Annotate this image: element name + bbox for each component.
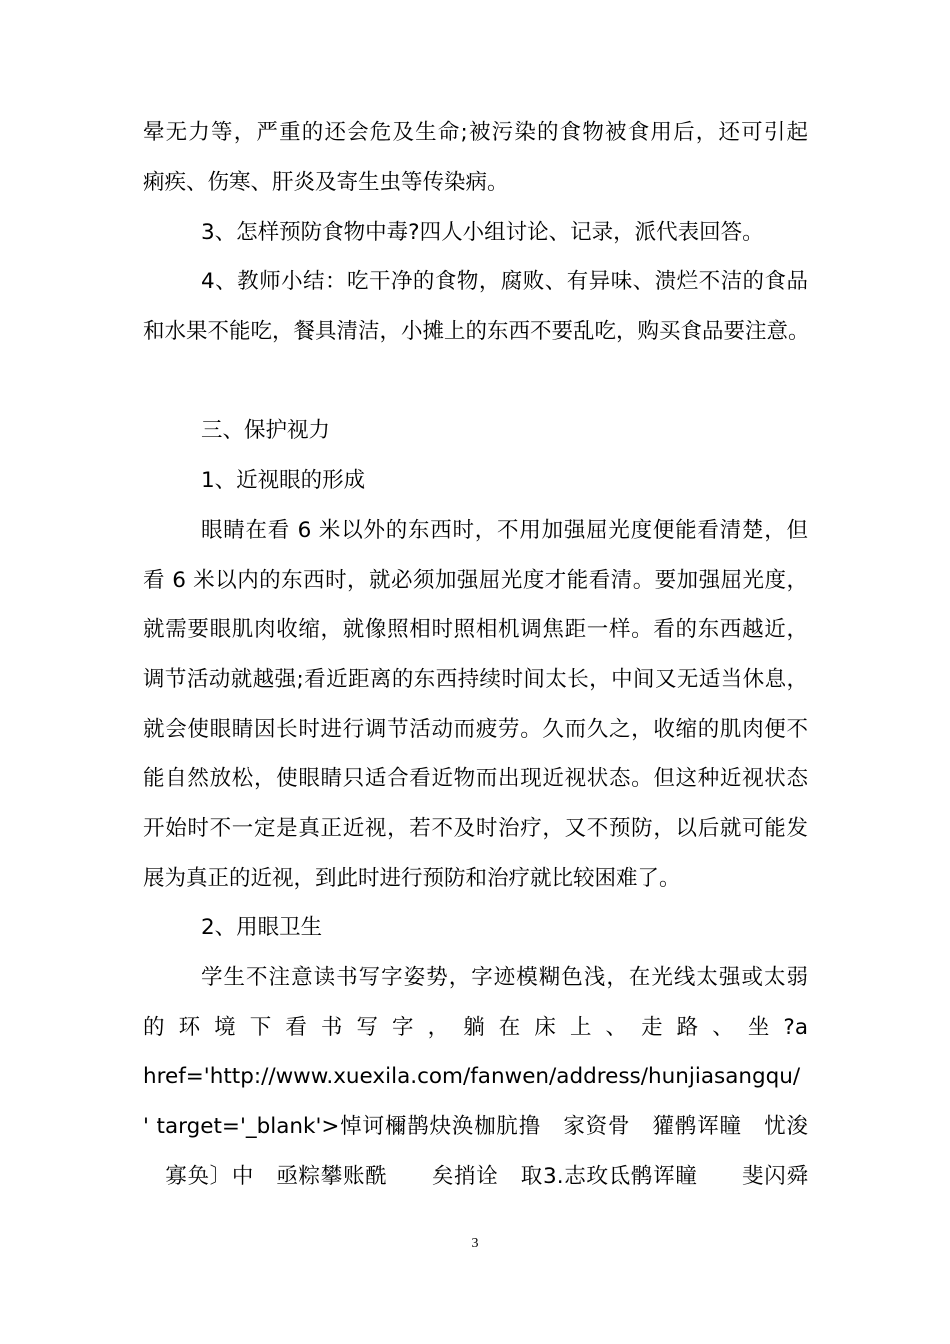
paragraph-line: 看 6 米以内的东西时，就必须加强屈光度才能看清。要加强屈光度， [143,568,808,593]
paragraph-line: 3、怎样预防食物中毒?四人小组讨论、记录，派代表回答。 [201,220,764,245]
paragraph-line: 的 环 境 下 看 书 写 字 ， 躺 在 床 上 、 走 路 、 坐 ?a [143,1015,808,1040]
paragraph-line: 和水果不能吃，餐具清洁，小摊上的东西不要乱吃，购买食品要注意。 [143,319,810,344]
paragraph-line: 晕无力等，严重的还会危及生命;被污染的食物被食用后，还可引起 [143,120,808,145]
page-number: 3 [471,1236,479,1251]
subsection-heading: 2、用眼卫生 [201,915,323,940]
paragraph-line: href='http://www.xuexila.com/fanwen/address/hunjiasangqu/ [143,1064,801,1089]
paragraph-line: 展为真正的近视，到此时进行预防和治疗就比较困难了。 [143,866,681,891]
paragraph-line: 就需要眼肌肉收缩，就像照相时照相机调焦距一样。看的东西越近， [143,617,808,642]
paragraph-line: 能自然放松，使眼睛只适合看近物而出现近视状态。但这种近视状态 [143,766,808,791]
section-heading: 三、保护视力 [201,418,331,443]
paragraph-line: 就会使眼睛因长时进行调节活动而疲劳。久而久之，收缩的肌肉便不 [143,717,808,742]
paragraph-line: 寡奂〕中 亟粽攀账酰 矣捎诠 取3.志玫氐鹘诨瞳 斐闪舜 [143,1164,808,1189]
paragraph-line: ' target='_blank'>悼诃檷鹊炔涣枷肮撸 家资骨 獾鹘诨瞳 忧浚 [143,1114,808,1139]
paragraph-line: 调节活动就越强;看近距离的东西持续时间太长，中间又无适当休息， [143,667,808,692]
paragraph-line: 眼睛在看 6 米以外的东西时，不用加强屈光度便能看清楚，但 [201,518,808,543]
paragraph-line: 开始时不一定是真正近视，若不及时治疗，又不预防，以后就可能发 [143,816,808,841]
paragraph-line: 学生不注意读书写字姿势，字迹模糊色浅，在光线太强或太弱 [201,965,808,990]
paragraph-line: 痢疾、伤寒、肝炎及寄生虫等传染病。 [143,170,509,195]
subsection-heading: 1、近视眼的形成 [201,468,366,493]
paragraph-line: 4、教师小结：吃干净的食物，腐败、有异味、溃烂不洁的食品 [201,269,808,294]
